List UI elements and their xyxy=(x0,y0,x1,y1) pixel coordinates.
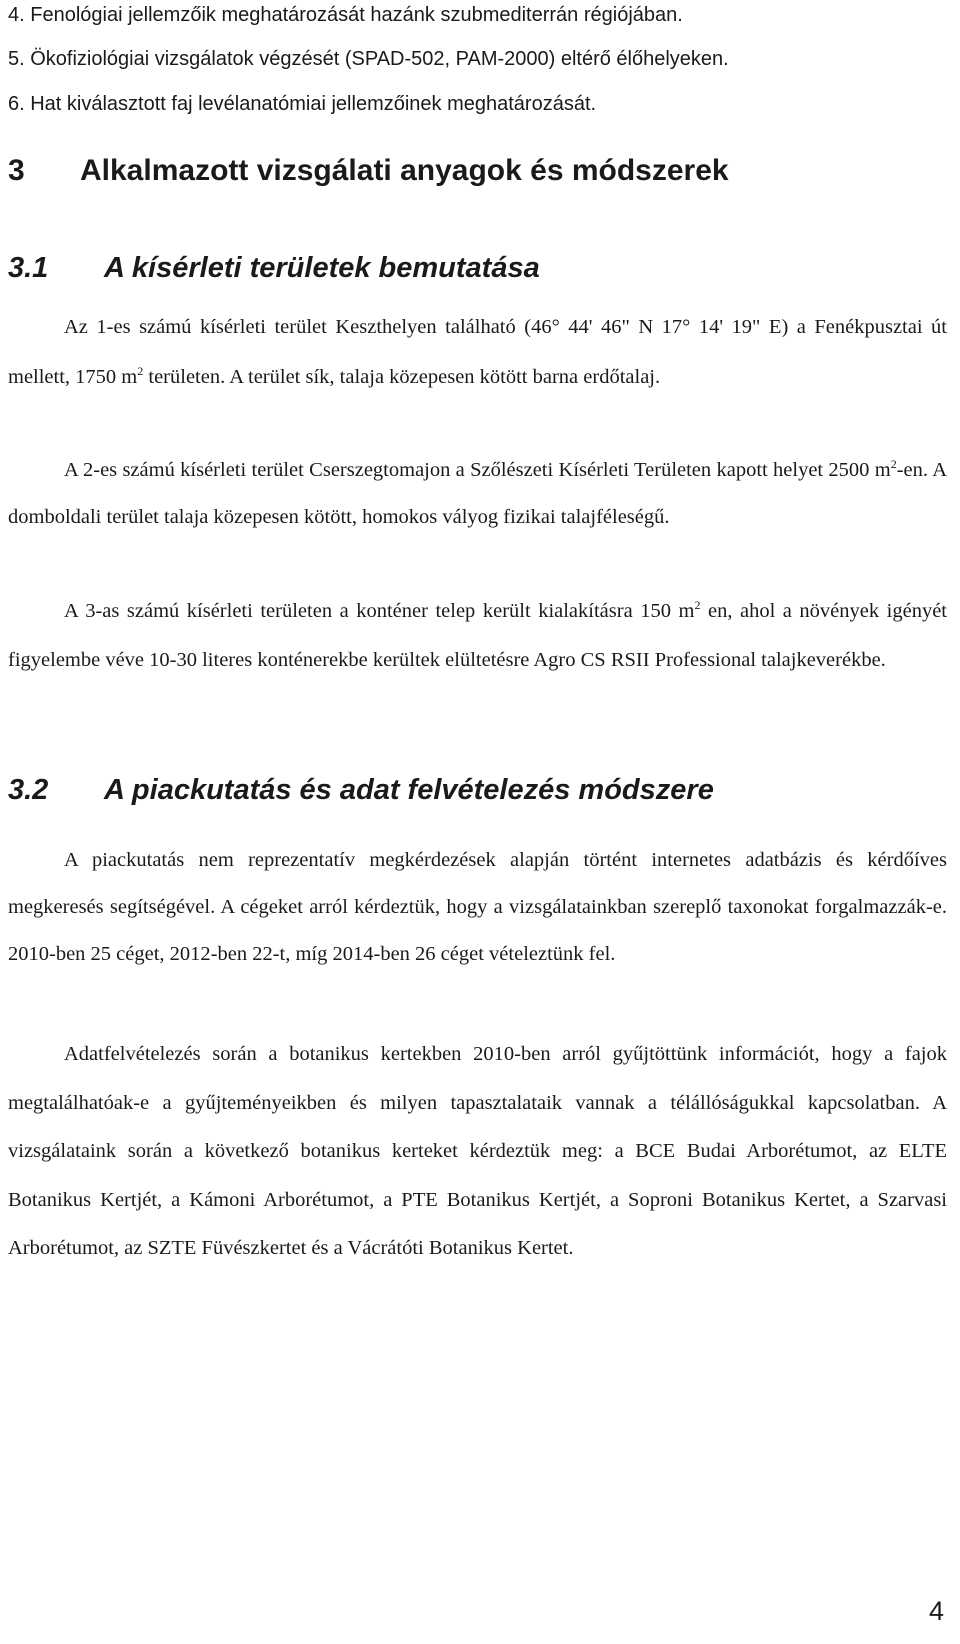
page-number: 4 xyxy=(928,1596,944,1626)
paragraph-text: A 2-es számú kísérleti terület Cserszegtomajon a Szőlészeti Kísérleti Területen kapott helyet 2500 m xyxy=(64,459,891,481)
paragraph: Adatfelvételezés során a botanikus kertekben 2010-ben arról gyűjtöttünk információt, hogy a fajok megtalálhatóak-e a gyűjteményeikben és milyen tapasztalataik vannak a télállóságukkal kapcsolatban. A vizsgálataink során a következő botanikus kerteket kérdeztük meg: a BCE Budai Arborétumot, az ELTE Botanikus Kertjét, a Kámoni Arborétumot, a PTE Botanikus Kertjét, a Soproni Botanikus Kertet, a Szarvasi Arborétumot, az SZTE Füvészkertet és a Vácrátóti Botanikus Kertet. xyxy=(8,1043,947,1259)
paragraph xyxy=(8,587,947,685)
section-title: Alkalmazott vizsgálati anyagok és módszerek xyxy=(80,154,729,187)
section-title: A kísérleti területek bemutatása xyxy=(104,252,540,284)
paragraph-text: Az 1-es számú kísérleti terület Keszthelyen található (46° 44' 46" N 17° 14' 19" E) a Fenékpusztai út mellett, 1750 m xyxy=(8,316,947,388)
section-heading-3 xyxy=(8,154,729,188)
list-item: 6. Hat kiválasztott faj levélanatómiai jellemzőinek meghatározását. xyxy=(8,93,597,115)
section-title: A piackutatás és adat felvételezés módszere xyxy=(104,774,714,806)
superscript: 2 xyxy=(137,364,144,378)
section-number: 3.2 xyxy=(8,774,49,806)
section-number: 3 xyxy=(8,154,25,187)
section-heading-3-2 xyxy=(8,774,714,807)
list-item: 4. Fenológiai jellemzőik meghatározását hazánk szubmediterrán régiójában. xyxy=(8,4,683,26)
list-item: 5. Ökofiziológiai vizsgálatok végzését (SPAD-502, PAM-2000) eltérő élőhelyeken. xyxy=(8,48,729,70)
section-heading-3-1 xyxy=(8,252,540,285)
superscript: 2 xyxy=(694,598,701,612)
superscript: 2 xyxy=(890,457,897,471)
section-number: 3.1 xyxy=(8,252,49,284)
paragraph-text: A 3-as számú kísérleti területen a konténer telep került kialakításra 150 m xyxy=(64,600,695,622)
paragraph xyxy=(8,302,947,402)
paragraph-text: területen. A terület sík, talaja közepesen kötött barna erdőtalaj. xyxy=(143,366,661,388)
paragraph-text: -en. A domboldali terület talaja közepesen kötött, homokos vályog fizikai talajféleségű. xyxy=(8,459,947,528)
paragraph xyxy=(8,447,947,541)
paragraph-text: en, ahol a növények igényét figyelembe véve 10-30 literes konténerekbe kerültek elültetésre Agro CS RSII Professional talajkeverékbe. xyxy=(8,600,947,671)
paragraph: A piackutatás nem reprezentatív megkérdezések alapján történt internetes adatbázis és kérdőíves megkeresés segítségével. A cégeket arról kérdeztük, hogy a vizsgálatainkban szereplő taxonokat forgalmazzák-e. 2010-ben 25 céget, 2012-ben 22-t, míg 2014-ben 26 céget vételeztünk fel. xyxy=(8,849,947,965)
